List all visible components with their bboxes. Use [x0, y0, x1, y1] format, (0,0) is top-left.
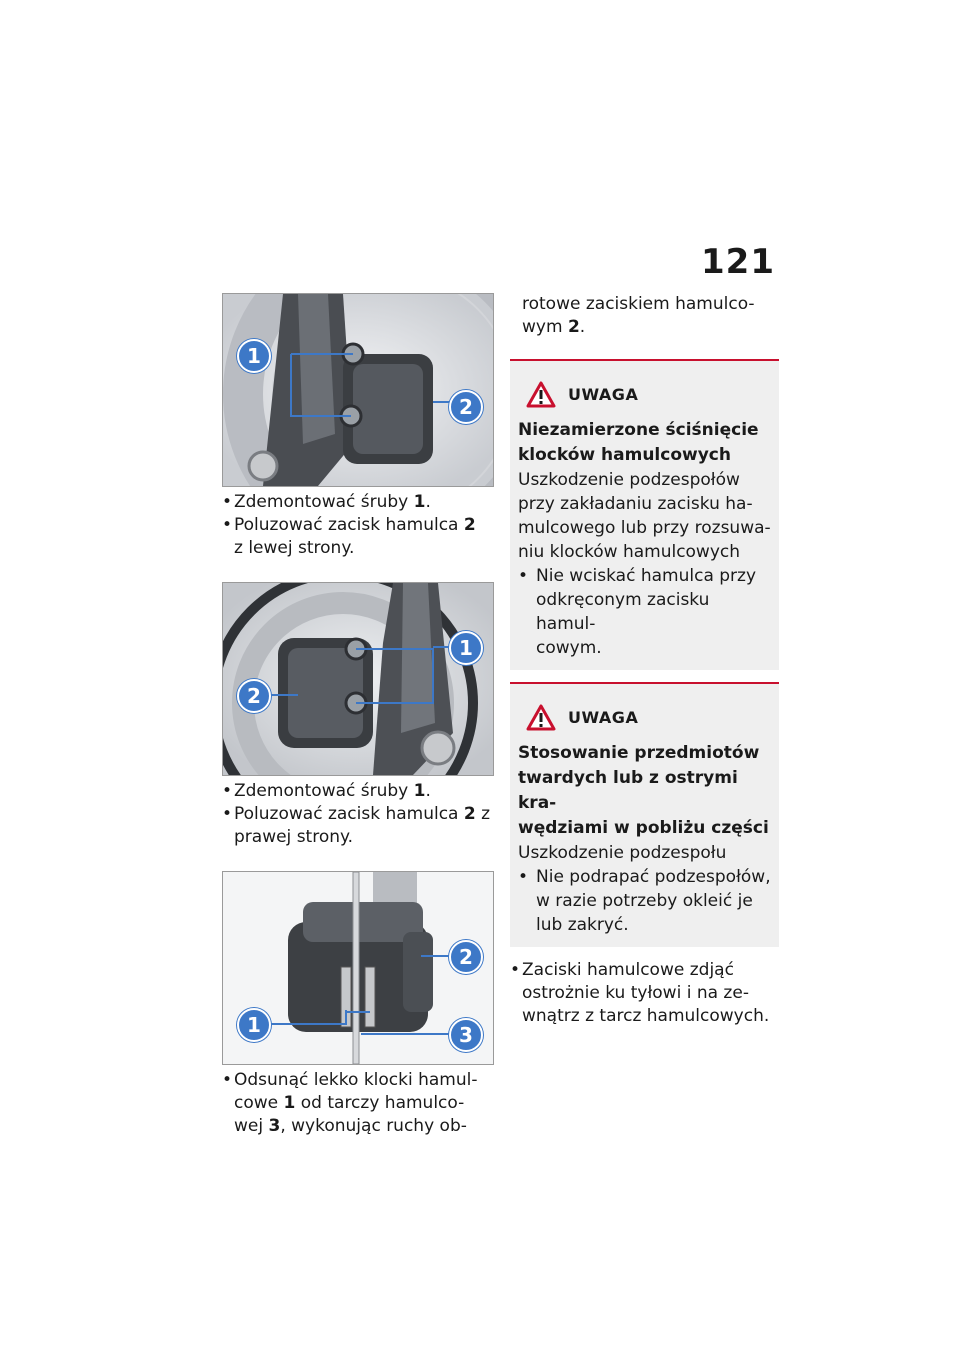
action-line: cowym.	[536, 638, 602, 658]
figure-brake-pads	[222, 871, 494, 1065]
step-text: , wykonując ruchy ob-	[280, 1116, 467, 1136]
warning-subject	[518, 741, 771, 841]
step-ref: 1	[283, 1093, 296, 1113]
step-ref: 2	[463, 804, 476, 824]
action-line: lub zakryć.	[536, 915, 629, 935]
page-number: 121	[701, 242, 775, 282]
figure-left-caliper	[222, 293, 494, 487]
left-caliper-illustration	[223, 294, 493, 486]
step-line1: Odsunąć lekko klocki hamul-	[234, 1070, 478, 1090]
callout-2: 2	[237, 679, 271, 713]
step-continuation	[510, 293, 779, 339]
step-text: wym	[522, 317, 568, 337]
warning-header	[518, 704, 771, 731]
body-line: Uszkodzenie podzespołów	[518, 470, 740, 490]
step-text: .	[579, 317, 586, 337]
step-move-pads	[222, 1069, 494, 1138]
body-line: Uszkodzenie podzespołu	[518, 843, 727, 863]
body-line: przy zakładaniu zacisku ha-	[518, 494, 753, 514]
step-text: Poluzować zacisk hamulca	[234, 804, 464, 824]
continuation-line2	[522, 316, 779, 339]
step-text: od tarczy hamulco-	[295, 1093, 465, 1113]
action-line: odkręconym zacisku hamul-	[536, 590, 710, 634]
warning-title: UWAGA	[568, 708, 639, 727]
left-column	[222, 293, 494, 1152]
step-line: ostrożnie ku tyłowi i na ze-	[522, 983, 749, 1003]
step-line: • Zaciski hamulcowe zdjąć	[522, 960, 734, 980]
step-line2: z lewej strony.	[234, 538, 355, 558]
step-ref: 2	[567, 317, 580, 337]
figure-right-caliper	[222, 582, 494, 776]
step-text: Zdemontować śruby	[234, 492, 414, 512]
callout-1: 1	[237, 339, 271, 373]
warning-subject	[518, 418, 771, 468]
warning-title: UWAGA	[568, 385, 639, 404]
action-line: • Nie podrapać podzespołów,	[536, 867, 771, 887]
steps-remove-calipers	[510, 959, 779, 1028]
warning-header	[518, 381, 771, 408]
step-text: wej	[234, 1116, 269, 1136]
step-loosen-caliper	[222, 803, 494, 849]
step-line2: prawej strony.	[234, 827, 354, 847]
subject-line: twardych lub z ostrymi kra-	[518, 768, 738, 813]
right-column	[510, 293, 779, 1042]
warning-action	[518, 865, 771, 937]
step-text: Zdemontować śruby	[234, 781, 414, 801]
callout-1: 1	[237, 1008, 271, 1042]
step-line3	[234, 1115, 494, 1138]
step-line: wnątrz z tarcz hamulcowych.	[522, 1006, 770, 1026]
callout-1: 1	[449, 631, 483, 665]
callout-3: 3	[449, 1018, 483, 1052]
action-line: w razie potrzeby okleić je	[536, 891, 753, 911]
warning-actions	[518, 865, 771, 937]
warning-actions	[518, 564, 771, 660]
steps-brake-pads	[222, 1069, 494, 1138]
steps-left-side	[222, 491, 494, 560]
warning-box-sharp-objects	[510, 682, 779, 947]
step-line2	[234, 1092, 494, 1115]
callout-2: 2	[449, 940, 483, 974]
step-remove-bolts	[222, 491, 494, 514]
step-text: Poluzować zacisk hamulca	[234, 515, 464, 535]
step-loosen-caliper	[222, 514, 494, 560]
subject-line: klocków hamulcowych	[518, 445, 731, 465]
step-after: .	[425, 492, 431, 512]
subject-line: Niezamierzone ściśnięcie	[518, 420, 759, 440]
step-remove-bolts	[222, 780, 494, 803]
step-ref: 2	[463, 515, 476, 535]
steps-right-side	[222, 780, 494, 849]
step-ref: 3	[268, 1116, 281, 1136]
body-line: niu klocków hamulcowych	[518, 542, 741, 562]
step-after: .	[425, 781, 431, 801]
step-remove-calipers	[510, 959, 779, 1028]
warning-consequence	[518, 841, 771, 865]
subject-line: Stosowanie przedmiotów	[518, 743, 760, 763]
body-line: mulcowego lub przy rozsuwa-	[518, 518, 771, 538]
step-text: cowe	[234, 1093, 284, 1113]
continuation-line1: rotowe zaciskiem hamulco-	[522, 294, 755, 314]
warning-triangle-icon	[526, 381, 556, 408]
warning-consequence	[518, 468, 771, 564]
subject-line: wędziami w pobliżu części	[518, 818, 769, 838]
warning-box-pad-compression	[510, 359, 779, 670]
step-after: z	[475, 804, 491, 824]
warning-triangle-icon	[526, 704, 556, 731]
action-line: • Nie wciskać hamulca przy	[536, 566, 757, 586]
step-ref: 1	[413, 781, 426, 801]
step-ref: 1	[413, 492, 426, 512]
callout-2: 2	[449, 390, 483, 424]
right-caliper-illustration	[223, 583, 493, 775]
warning-action	[518, 564, 771, 660]
